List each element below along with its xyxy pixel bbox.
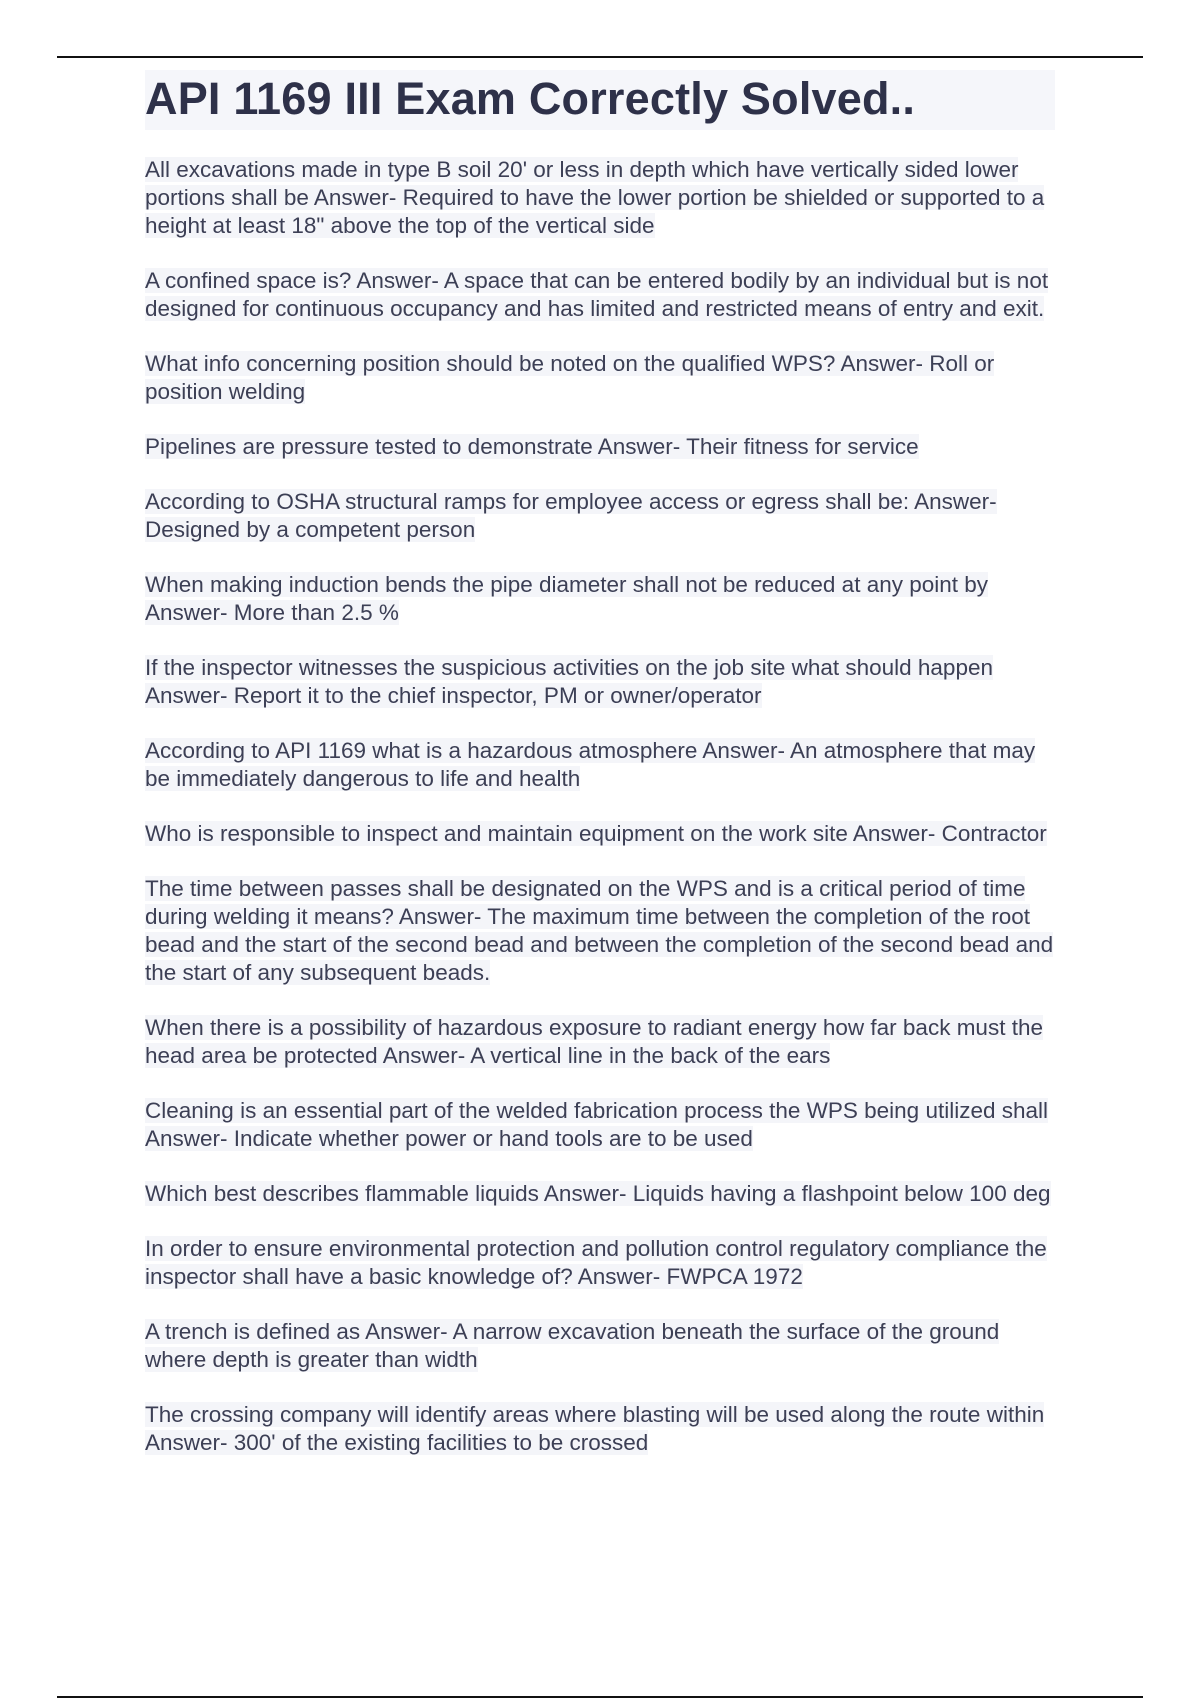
qa-text: According to API 1169 what is a hazardous atmosphere Answer- An atmosphere that may be immediately dangerous to life and health bbox=[145, 738, 1036, 791]
bottom-rule bbox=[57, 1696, 1143, 1698]
qa-item bbox=[145, 350, 1055, 406]
qa-text: According to OSHA structural ramps for employee access or egress shall be: Answer- Designed by a competent person bbox=[145, 489, 997, 542]
page-title: API 1169 III Exam Correctly Solved.. bbox=[145, 70, 1055, 130]
qa-text: All excavations made in type B soil 20' or less in depth which have vertically sided lower portions shall be Answer- Required to have the lower portion be shielded or supported to a height at least 18" above the top of the vertical side bbox=[145, 157, 1045, 238]
qa-text: A confined space is? Answer- A space that can be entered bodily by an individual but is not designed for continuous occupancy and has limited and restricted means of entry and exit. bbox=[145, 268, 1049, 321]
qa-text: A trench is defined as Answer- A narrow excavation beneath the surface of the ground where depth is greater than width bbox=[145, 1319, 1000, 1372]
qa-text: Pipelines are pressure tested to demonstrate Answer- Their fitness for service bbox=[145, 434, 919, 459]
qa-text: What info concerning position should be noted on the qualified WPS? Answer- Roll or position welding bbox=[145, 351, 995, 404]
qa-item bbox=[145, 737, 1055, 793]
qa-item bbox=[145, 1014, 1055, 1070]
qa-item bbox=[145, 654, 1055, 710]
qa-text: The crossing company will identify areas where blasting will be used along the route within Answer- 300' of the existing facilities to be crossed bbox=[145, 1402, 1045, 1455]
qa-item bbox=[145, 1097, 1055, 1153]
document-body bbox=[145, 70, 1055, 1484]
qa-text: Which best describes flammable liquids Answer- Liquids having a flashpoint below 100 deg bbox=[145, 1181, 1051, 1206]
qa-item bbox=[145, 156, 1055, 240]
qa-item bbox=[145, 433, 1055, 461]
qa-item bbox=[145, 1180, 1055, 1208]
qa-text: The time between passes shall be designated on the WPS and is a critical period of time during welding it means? Answer- The maximum time between the completion of the root bead and the start of the second bead and between the completion of the second bead and the start of any subsequent beads. bbox=[145, 876, 1054, 985]
qa-item bbox=[145, 1401, 1055, 1457]
qa-item bbox=[145, 571, 1055, 627]
qa-item bbox=[145, 875, 1055, 987]
qa-item bbox=[145, 820, 1055, 848]
top-rule bbox=[57, 56, 1143, 58]
qa-text: Who is responsible to inspect and maintain equipment on the work site Answer- Contractor bbox=[145, 821, 1047, 846]
qa-item bbox=[145, 1318, 1055, 1374]
qa-text: Cleaning is an essential part of the welded fabrication process the WPS being utilized shall Answer- Indicate whether power or hand tools are to be used bbox=[145, 1098, 1049, 1151]
qa-item bbox=[145, 488, 1055, 544]
qa-text: In order to ensure environmental protection and pollution control regulatory compliance the inspector shall have a basic knowledge of? Answer- FWPCA 1972 bbox=[145, 1236, 1047, 1289]
qa-text: If the inspector witnesses the suspicious activities on the job site what should happen Answer- Report it to the chief inspector, PM or owner/operator bbox=[145, 655, 993, 708]
qa-text: When making induction bends the pipe diameter shall not be reduced at any point by Answer- More than 2.5 % bbox=[145, 572, 989, 625]
qa-text: When there is a possibility of hazardous exposure to radiant energy how far back must the head area be protected Answer- A vertical line in the back of the ears bbox=[145, 1015, 1043, 1068]
qa-list bbox=[145, 156, 1055, 1457]
qa-item bbox=[145, 267, 1055, 323]
qa-item bbox=[145, 1235, 1055, 1291]
